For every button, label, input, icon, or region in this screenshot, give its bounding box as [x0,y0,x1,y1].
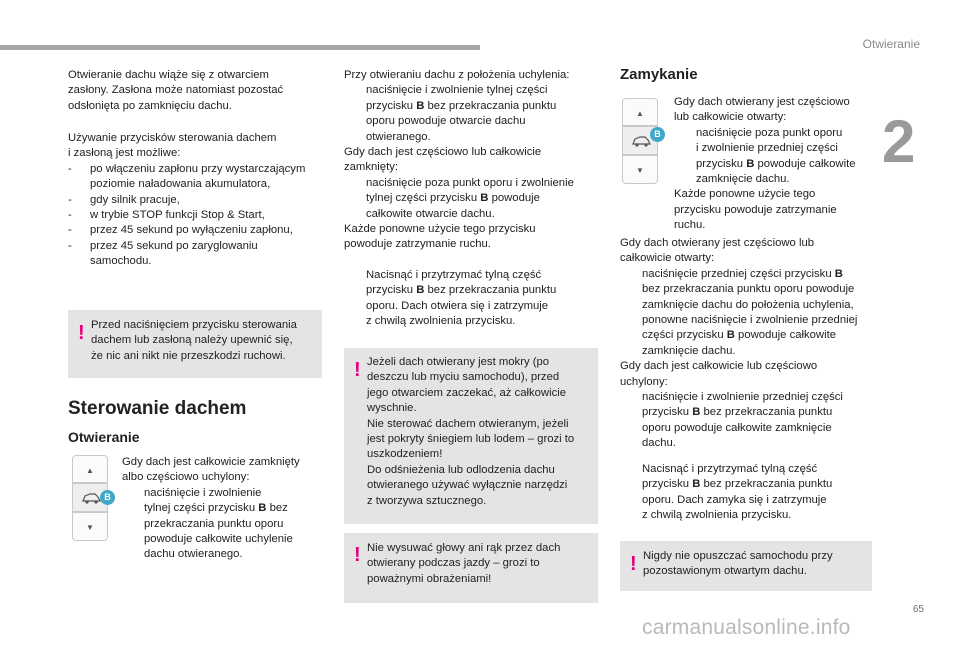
roof-switch-image [622,98,661,184]
col1-open-text [122,455,322,563]
car-roof-icon [81,491,101,505]
list-item: naciśnięcie i zwolnienie tylnej części [366,84,548,97]
text-line: Gdy dach otwierany jest częściowo [674,96,850,108]
exclamation-icon: ! [630,553,637,575]
col1-conditions [68,131,328,270]
text-line: odsłonięta po zamknięciu dachu. [68,99,232,112]
text-line: powoduje całkowite uchylenie [144,533,293,546]
text-line: jego otwarciem zaczekać, aż całkowicie [367,386,567,399]
col2-p3 [344,268,604,330]
text-line: tylnej części przycisku B bez [144,502,288,515]
button-b-badge: B [650,127,665,142]
text-line: otwieranego używać wyłącznie narzędzi [367,479,568,492]
subheading: Otwieranie [68,429,140,445]
text-line: pozostawionym otwartym dachu. [643,565,807,578]
list-item: Nacisnąć i przytrzymać tylną część [642,463,818,475]
list-item: - w trybie STOP funkcji Stop & Start, [68,209,265,222]
list-item: naciśnięcie i zwolnienie [144,486,262,499]
text-line: z chwilą zwolnienia przycisku. [366,315,516,328]
col1-intro [68,68,328,114]
text-line: przycisku B powoduje całkowite [696,157,856,170]
text-line: poziomie naładowania akumulatora, [90,178,271,191]
text-line: Do odśnieżenia lub odlodzenia dachu [367,463,555,476]
warning-box [68,310,322,378]
arrow-down-icon: ▼ [86,523,94,532]
text-line: uszkodzeniem! [367,448,443,461]
text-line: przekraczania punktu oporu [144,517,284,530]
text-line: że nic ani nikt nie przeszkodzi ruchowi. [91,349,286,362]
list-item: - po włączeniu zapłonu przy wystarczającym [68,162,306,175]
text-line: przycisku B bez przekraczania punktu [642,406,833,419]
warning-box [344,533,598,603]
text-line: ruchu. [674,219,706,232]
text-line: Nie sterować dachem otwieranym, jeżeli [367,417,569,430]
header-bar [0,45,480,50]
text-line: Używanie przycisków sterowania dachem [68,132,277,144]
text-line: lub całkowicie otwarty: [674,111,787,124]
list-item: naciśnięcie poza punkt oporu i zwolnienie [366,176,574,189]
text-line: zamknięcie dachu do położenia uchylenia, [642,298,854,311]
switch-front [72,455,108,483]
roof-switch-image [72,455,111,541]
warning-box [620,541,872,591]
text-line: Gdy dach jest częściowo lub całkowicie [344,146,542,159]
text-line: tylnej części przycisku B powoduje [366,192,540,205]
text-line: jest pokryty śniegiem lub lodem – grozi to [367,433,575,446]
arrow-up-icon: ▲ [636,109,644,118]
text-line: z tworzywa sztucznego. [367,494,487,507]
list-item: - gdy silnik pracuje, [68,193,180,206]
exclamation-icon: ! [354,544,361,566]
switch-front [622,98,658,126]
section-heading: Sterowanie dachem [68,398,247,419]
list-item: - przez 45 sekund po zaryglowaniu [68,239,258,252]
car-roof-icon [631,134,651,148]
text-line: dachu otwieranego. [144,548,243,561]
text-line: oporu. Dach otwiera się i zatrzymuje [366,299,549,312]
text-line: Nie wysuwać głowy ani rąk przez dach [367,542,561,554]
col2-p1 [344,68,604,253]
section-title: Otwieranie [862,37,920,51]
text-line: powoduje zatrzymanie ruchu. [344,238,491,251]
text-line: oporu powoduje całkowite zamknięcie [642,421,832,434]
text-line: oporu powoduje otwarcie dachu [366,115,526,128]
text-line: uchylony: [620,375,668,388]
text-line: Gdy dach otwierany jest częściowo lub [620,237,815,249]
text-line: z chwilą zwolnienia przycisku. [642,509,792,522]
watermark: carmanualsonline.info [642,616,851,639]
col3-intro [674,95,894,234]
text-line: i zwolnienie przedniej części [696,142,838,155]
text-line: zamknięty: [344,161,398,174]
list-item: - przez 45 sekund po wyłączeniu zapłonu, [68,224,293,237]
text-line: albo częściowo uchylony: [122,471,250,484]
text-line: Otwieranie dachu wiąże się z otwarciem [68,69,269,81]
list-item: naciśnięcie i zwolnienie przedniej części [642,391,843,404]
text-line: i zasłoną jest możliwe: [68,147,181,160]
section-heading: Zamykanie [620,66,698,83]
arrow-down-icon: ▼ [636,166,644,175]
switch-rear [72,512,108,541]
text-line: deszczu lub myciu samochodu), przed [367,371,560,384]
text-line: poważnymi obrażeniami! [367,572,492,585]
text-line: oporu. Dach zamyka się i zatrzymuje [642,493,827,506]
text-line: zamknięcie dachu. [696,173,790,186]
text-line: Gdy dach jest całkowicie zamknięty [122,456,300,468]
text-line: otwieranego. [366,130,431,143]
text-line: Przed naciśnięciem przycisku sterowania [91,319,297,331]
text-line: Nigdy nie opuszczać samochodu przy [643,550,833,562]
text-line: przycisku powoduje zatrzymanie [674,203,837,216]
text-line: przycisku B bez przekraczania punktu [642,478,833,491]
text-line: dachu. [642,437,676,450]
text-line: Każde ponowne użycie tego [674,188,816,201]
text-line: otwierany podczas jazdy – grozi to [367,557,540,570]
text-line: części przycisku B powoduje całkowite [642,329,837,342]
text-line: całkowicie otwarty: [620,252,715,265]
list-item: naciśnięcie przedniej części przycisku B [642,267,843,280]
list-item: ponowne naciśnięcie i zwolnienie przedniej [642,314,858,327]
text-line: bez przekraczania punktu oporu powoduje [642,283,855,296]
text-line: Przy otwieraniu dachu z położenia uchylenia: [344,69,570,81]
text-line: przycisku B bez przekraczania punktu [366,284,557,297]
text-line: zasłony. Zasłona może natomiast pozostać [68,84,284,97]
page-number: 65 [912,604,924,615]
text-line: Każde ponowne użycie tego przycisku [344,223,536,236]
list-item: naciśnięcie poza punkt oporu [696,126,843,139]
text-line: przycisku B bez przekraczania punktu [366,99,557,112]
text-line: Jeżeli dach otwierany jest mokry (po [367,356,550,368]
text-line: dachem lub zasłoną należy upewnić się, [91,334,293,347]
chapter-number: 2 [882,108,916,175]
text-line: całkowite otwarcie dachu. [366,207,495,220]
exclamation-icon: ! [354,359,361,381]
warning-box [344,348,598,524]
switch-rear [622,155,658,184]
col3-p2 [620,236,890,452]
exclamation-icon: ! [78,322,85,344]
text-line: samochodu. [90,255,152,268]
text-line: wyschnie. [367,402,417,415]
list-item: Nacisnąć i przytrzymać tylną część [366,269,542,281]
col3-p3 [620,462,890,524]
text-line: zamknięcie dachu. [642,344,736,357]
button-b-badge: B [100,490,115,505]
arrow-up-icon: ▲ [86,466,94,475]
text-line: Gdy dach jest całkowicie lub częściowo [620,360,818,373]
